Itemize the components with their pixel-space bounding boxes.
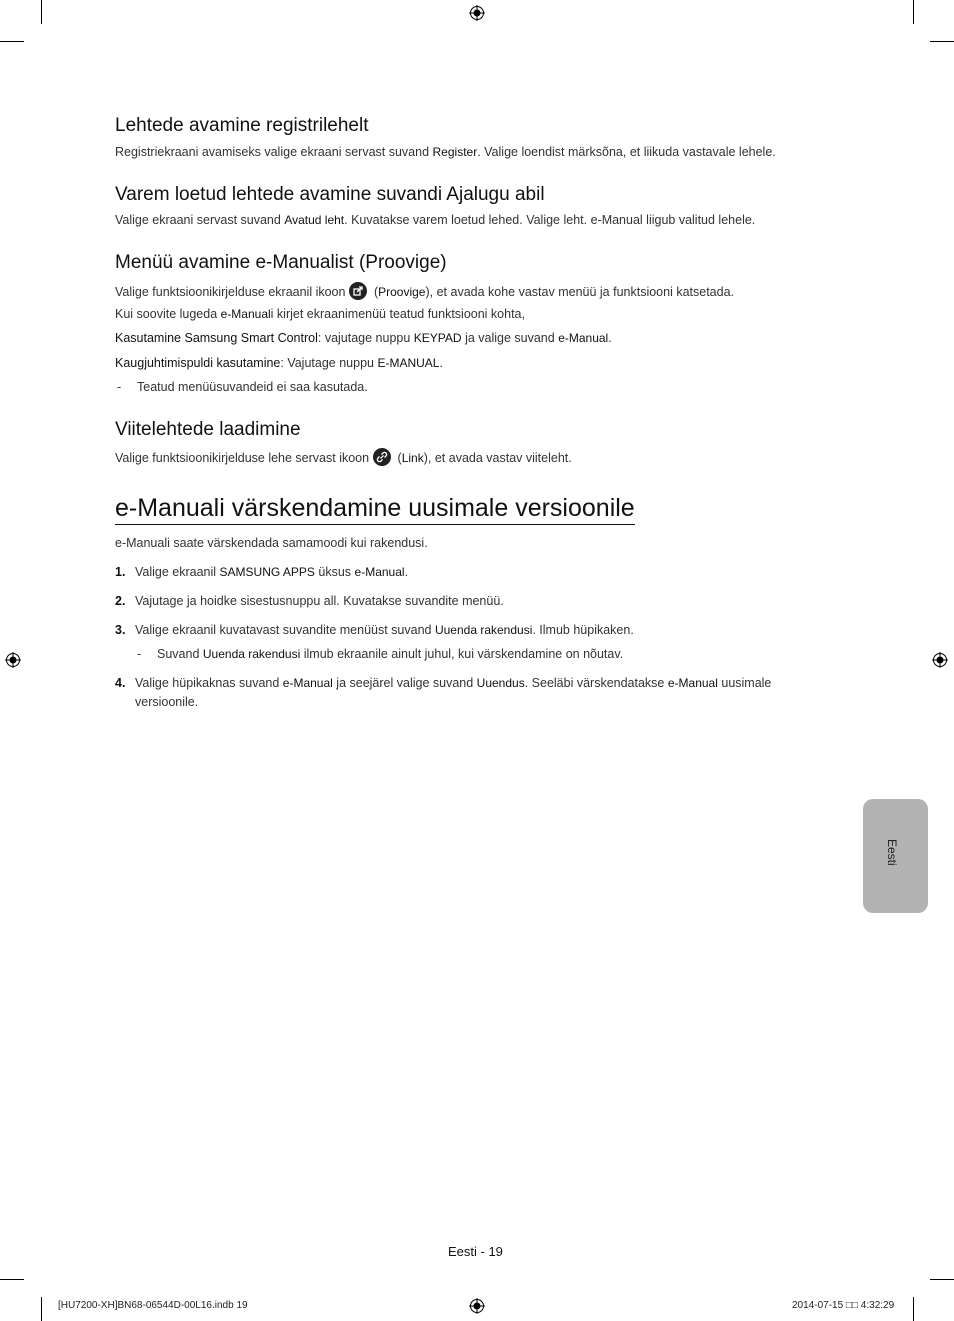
language-side-tab-label: Eesti xyxy=(885,839,899,866)
step-number: 2. xyxy=(115,594,126,608)
step-1-text: Valige ekraanil SAMSUNG APPS üksus e-Manual. xyxy=(135,565,409,579)
tryit-line-3: Kasutamine Samsung Smart Control: vajutage nuppu KEYPAD ja valige suvand e-Manual. xyxy=(115,331,612,345)
crop-mark xyxy=(930,1279,954,1280)
crop-mark xyxy=(913,0,914,24)
step-4-text-line-2: versioonile. xyxy=(135,695,199,709)
registration-mark-icon xyxy=(469,1298,485,1314)
try-now-icon xyxy=(349,282,367,300)
tryit-line-1: Valige funktsioonikirjelduse ekraanil ikoon (Proovige), et avada kohe vastav menüü ja funktsiooni katsetada. xyxy=(115,282,734,300)
step-4-text: Valige hüpikaknas suvand e-Manual ja seejärel valige suvand Uuendus. Seeläbi värskendatakse e-Manual uusimale xyxy=(135,676,772,690)
crop-mark xyxy=(913,1297,914,1321)
register-text: Registriekraani avamiseks valige ekraani servast suvand Register. Valige loendist märksõna, et liikuda vastavale lehele. xyxy=(115,145,776,159)
crop-mark xyxy=(0,1279,24,1280)
step-number: 3. xyxy=(115,623,126,637)
update-intro: e-Manuali saate värskendada samamoodi kui rakendusi. xyxy=(115,536,428,550)
step-2-text: Vajutage ja hoidke sisestusnuppu all. Kuvatakse suvandite menüü. xyxy=(135,594,504,608)
tryit-line-4: Kaugjuhtimispuldi kasutamine: Vajutage nuppu E-MANUAL. xyxy=(115,356,443,370)
print-date-info: 2014-07-15 □□ 4:32:29 xyxy=(792,1300,895,1311)
crop-mark xyxy=(41,1297,42,1321)
tryit-note: - Teatud menüüsuvandeid ei saa kasutada. xyxy=(117,380,368,394)
registration-mark-icon xyxy=(5,652,21,668)
page-number: Eesti - 19 xyxy=(448,1244,503,1259)
step-3-subnote: - Suvand Uuenda rakendusi ilmub ekraanile ainult juhul, kui värskendamine on nõutav. xyxy=(137,647,624,661)
link-text: Valige funktsioonikirjelduse lehe servast ikoon (Link), et avada vastav viiteleht. xyxy=(115,448,572,466)
tryit-line-2: Kui soovite lugeda e-Manuali kirjet ekraanimenüü teatud funktsiooni kohta, xyxy=(115,307,525,321)
step-3-text: Valige ekraanil kuvatavast suvandite menüüst suvand Uuenda rakendusi. Ilmub hüpikaken. xyxy=(135,623,634,637)
print-file-info: [HU7200-XH]BN68-06544D-00L16.indb 19 xyxy=(58,1300,248,1311)
update-heading: e-Manuali värskendamine uusimale versioonile xyxy=(115,494,635,525)
crop-mark xyxy=(0,41,24,42)
registration-mark-icon xyxy=(469,5,485,21)
step-number: 1. xyxy=(115,565,126,579)
language-side-tab xyxy=(863,799,928,913)
step-number: 4. xyxy=(115,676,126,690)
link-icon xyxy=(373,448,391,466)
crop-mark xyxy=(41,0,42,24)
section-title-link: Viitelehtede laadimine xyxy=(115,419,301,440)
history-text: Valige ekraani servast suvand Avatud leht. Kuvatakse varem loetud lehed. Valige leht. e-Manual liigub valitud lehele. xyxy=(115,213,756,227)
section-title-register: Lehtede avamine registrilehelt xyxy=(115,115,369,136)
registration-mark-icon xyxy=(932,652,948,668)
section-title-history: Varem loetud lehtede avamine suvandi Ajalugu abil xyxy=(115,184,545,205)
crop-mark xyxy=(930,41,954,42)
section-title-tryit: Menüü avamine e-Manualist (Proovige) xyxy=(115,252,447,273)
